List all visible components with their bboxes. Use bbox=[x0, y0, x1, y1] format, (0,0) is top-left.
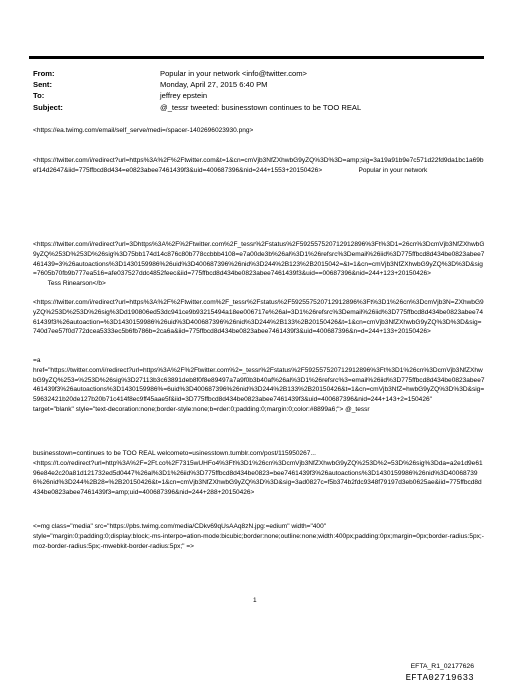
subject-label: Subject: bbox=[33, 102, 63, 112]
media-image-tag: <=mg class="media" src="https://pbs.twimg.com/media/CDkv69qUsAAq8zN.jpg:=edium" width="400" style="margin:0;padding:0;display:block;-ms-interpo=ation-mode:bicubic;border:none;outline:none;width:400px;padding:0px;margin=0px;border-radius:5px;-moz-border-radius:5px;-mwebkit-border-radius:5px;" => bbox=[33, 523, 484, 550]
anchor-html-block[interactable]: =a href="https://twitter.com/i/redirect?url=https%3A%2F%2Ftwitter.com%2=_tessr%2Fstatus%2F592557520712912896%3Ft%3D1%26cn%3DcmVjb3NfZXhwbG9yZQ%253=%253D%26sig%3D27113b3c63891deb8f0f8e89497a7a9f0b3b40af%26al%3D1%26refsrc%3=email%26iid%3D775ffbcd8d434be0823abee7461439f3%26autoactions%3D1430159986%=6uid%3D400687396%26nid%3D244%2B133%2B20150426&t=1&cn=cmVjb3NfZ=hwbG9yZQ%3D%3D&sig=59632421b20de127b20b71c414f8ec9ff45aae5f&iid=3D775ffbcd8d434be0823abee7461439f3&uid=400687396&nid=244+143+2=150426" target="blank" style="text-decoration:none;border-style:none;b=rder:0;padding:0;margin:0;color:#8899a6;"> @_tessr bbox=[33, 357, 485, 413]
profile-redirect-link[interactable]: <https://twitter.com/i/redirect?url=3Dhttps%3A%2F%2Ftwitter.com%2F_tessr%2Fstatus%2F592557520712912896%3Ft%3D1=26cn%3DcmVjb3NfZXhwbG9yZQ%253D%253D%26sig%3D75bb174d14c876c80b778ccbbb4108=e7a00de3b%26al%3D1%26refsrc%3Demail%26iid%3D775ffbcd8d434be0823abee7461439=3%26autoactions%3D1430159986%26uid%3D400687396%26nid%3D244%2B123%2B2015042=&t=1&cn=cmVjb3NfZXhwbG9yZQ%3D%3D&sig=7605b70fb9b777ea516=afe037527ddc4852feec&iid=775ffbcd8d434be0823abee7461439f3&uid==00687396&nid=244+123+20150426> Tess Rinearson</b> bbox=[33, 241, 485, 287]
spacer-image-link[interactable]: <https://ea.twimg.com/email/self_serve/medi=/spacer-1402696023930.png> bbox=[33, 127, 254, 134]
sent-label: Sent: bbox=[33, 80, 52, 90]
header-row-subject bbox=[33, 102, 361, 113]
to-label: To: bbox=[33, 91, 45, 101]
network-redirect-link[interactable]: <https://twitter.com/i/redirect?url=https%3A%2F%2Ftwitter.com&t=1&cn=cmVjb3NfZXhwbG9yZQ%3D%3D=amp;sig=3a19a91b9e7c571d22fd9da1bc1a69bef14d2647&iid=775ffbcd8d434=e0823abee7461439f3&uid=400687396&nid=244+1553+20150426> Popular in your network bbox=[33, 157, 484, 174]
sent-value: Monday, April 27, 2015 6:40 PM bbox=[160, 80, 268, 90]
to-value: jeffrey epstein bbox=[160, 91, 208, 101]
header-row-from bbox=[33, 68, 361, 79]
from-label: From: bbox=[33, 69, 55, 78]
header-row-to bbox=[33, 90, 361, 101]
header-row-sent bbox=[33, 79, 361, 90]
email-header bbox=[33, 68, 361, 113]
bates-stamp-1: EFTA_R1_02177626 bbox=[410, 663, 474, 670]
bates-stamp-2: EFTA02719633 bbox=[405, 673, 474, 683]
from-value: Popular in your network <info@twitter.com> bbox=[160, 69, 307, 78]
tweet-text-block[interactable]: businesstown=continues to be TOO REAL welcometo=usinesstown.tumblr.com/post/115950267... <https://t.co/redirect?url=http%3A%2F=2Ft.co%2F7315wUHFo4%3Ft%3D1%26cn%3DcmVjb3NfZXhwbG9yZQ%253D%2=53D%26sig%3Dda=a2e1d9e6196e84e2c20a81d121732ed5d0447%26al%3D1%26iid%3D775ffbcd8d434be0823=bee7461439f3%26autoactions%3D1430159986%26nid%3D400687396%26nid%3D244%2B28=%2B20150426&t=1&cn=cmVjb3NfZXhwbG9yZQ%3D%3D&sig=3ad0827c=f5b374b2fdc9348f79197d3eb0625ae&iid=775ffbcd8d434be0823abee7461439f3=amp;uid=400687396&nid=244+288+20150426> bbox=[33, 450, 483, 496]
subject-value: @_tessr tweeted: businesstown continues to be TOO REAL bbox=[160, 102, 362, 112]
header-rule bbox=[29, 56, 484, 59]
status-redirect-link[interactable]: <https://twitter.com/i/redirect?url=https%3A%2F%2Ftwitter.com%2F_tessr%2Fstatus%2F592557520712912896%3Ft%3D1%26cn%3DcmVjb3N=ZXhwbG9yZQ%253D%253D%26sig%3Dd190806ed53dc941ce9b93215494a18ee006717e%26al=3D1%26refsrc%3Demail%26iid%3D775ffbcd8d434be0823abee7461439f3%26autoaction=%3D1430159986%26uid%3D400687396%26nid%3D244%2B133%2B20150426&t=1&cn=cmVjb3NfZXhwbG9yZQ%3D%3D&sig=740d7ee57f0d772dcea5333ec5b6fb786b=2ca6a&iid=775ffbcd8d434be0823abee7461439f3&uid=400687396&n=d=244+133+20150426> bbox=[33, 299, 484, 336]
page-number: 1 bbox=[253, 597, 257, 604]
